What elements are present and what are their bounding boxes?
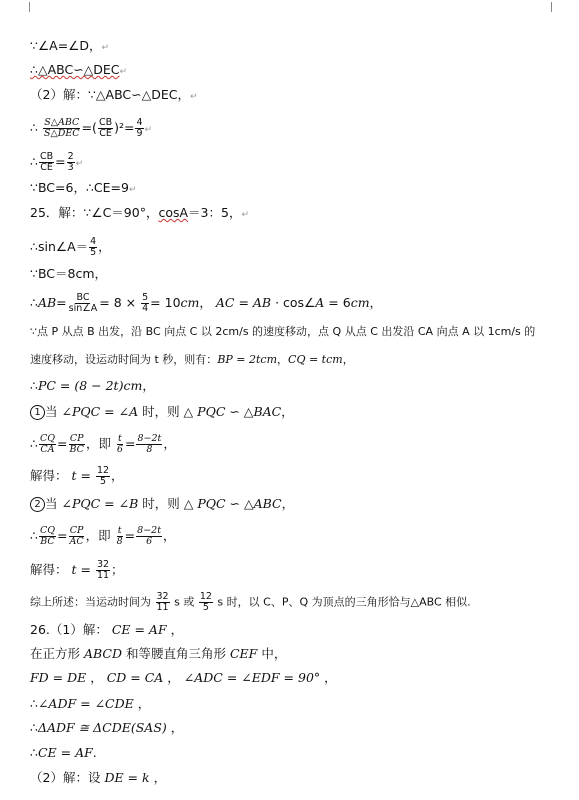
denominator: S△DEC — [43, 128, 80, 139]
text: . — [92, 745, 97, 760]
paragraph-mark-icon: ↵ — [128, 185, 137, 195]
math: PC = (8 − 2t)cm — [37, 378, 143, 393]
text: ∴ — [30, 154, 38, 169]
paragraph-mark-icon: ↵ — [241, 210, 249, 220]
numerator: 8−2t — [137, 433, 162, 444]
math: CE = AF — [111, 622, 167, 637]
numerator: 12 — [199, 591, 212, 602]
numerator: 4 — [136, 117, 143, 128]
text: ， — [199, 295, 216, 310]
text: ， — [163, 528, 176, 543]
denominator: 5 — [99, 476, 106, 487]
text: ， — [369, 295, 383, 310]
text: 时，则 △ — [138, 404, 198, 419]
text: = — [55, 154, 66, 169]
text: ＝3：5， — [188, 205, 242, 220]
denominator: 8 — [116, 536, 123, 547]
text: ∴ — [30, 528, 38, 543]
text: ∽ △ — [225, 404, 254, 419]
line-4 — [30, 118, 152, 139]
line-6 — [30, 180, 137, 198]
line-3 — [30, 87, 198, 105]
math: PQC — [197, 404, 226, 419]
text: ， — [142, 378, 155, 393]
math: BP = 2tcm — [217, 353, 278, 366]
line-2 — [30, 62, 127, 80]
fraction — [98, 118, 113, 139]
fraction — [39, 152, 54, 173]
fraction — [69, 434, 85, 455]
text: = — [56, 295, 67, 310]
denominator: 6 — [116, 444, 123, 455]
text: ∴ — [30, 720, 38, 735]
line-16 — [30, 466, 124, 487]
denominator: AC — [69, 536, 84, 547]
fraction — [43, 118, 81, 139]
denominator: CE — [40, 162, 53, 173]
text: （2）解：设 — [30, 770, 105, 785]
denominator: sin∠A — [68, 303, 98, 314]
line-26 — [30, 745, 97, 761]
text: ∽ △ — [225, 496, 254, 511]
fraction — [136, 526, 162, 547]
denominator: CE — [99, 128, 112, 139]
numerator: CP — [69, 433, 84, 444]
fraction — [135, 118, 143, 139]
text: ， — [166, 720, 184, 735]
text: = — [57, 436, 68, 451]
math: ∠PQC = ∠B — [61, 496, 139, 511]
text: · cos∠ — [271, 295, 316, 310]
text: ， — [149, 770, 167, 785]
math: CD = CA — [106, 670, 164, 685]
math: BAC — [253, 404, 282, 419]
denominator: 6 — [146, 536, 153, 547]
math: CEF — [229, 646, 258, 661]
paragraph-mark-icon: ↵ — [190, 92, 198, 102]
denominator: BC — [69, 444, 84, 455]
circled-number: 1 — [30, 405, 45, 420]
page-corner-mark-top-left — [29, 2, 36, 12]
paragraph-mark-icon: ↵ — [144, 125, 153, 135]
text: = — [124, 528, 136, 543]
text: ，即 — [85, 436, 115, 451]
math: AB — [252, 295, 272, 310]
math: FD = DE — [30, 670, 87, 685]
text: = 8 × — [99, 295, 141, 310]
line-19 — [30, 560, 124, 581]
text: ∵BC＝8cm， — [30, 266, 108, 281]
numerator: t — [117, 525, 122, 536]
circled-number: 2 — [30, 497, 45, 512]
line-18 — [30, 526, 176, 547]
paragraph-mark-icon: ↵ — [101, 43, 110, 53]
line-5 — [30, 152, 83, 173]
text: s 时，以 C、P、Q 为顶点的三角形恰与△ABC 相似. — [213, 595, 471, 609]
line-9 — [30, 266, 107, 282]
math: t — [71, 562, 77, 577]
text: ， — [277, 353, 289, 366]
text: 当 — [45, 496, 62, 511]
text: = — [234, 295, 253, 310]
numerator: 4 — [90, 236, 97, 247]
text: )²= — [114, 120, 135, 135]
math: ∠ADC = ∠EDF = 90° — [183, 670, 321, 685]
denominator: 5 — [202, 602, 209, 613]
math: ABC — [253, 496, 282, 511]
line-24 — [30, 696, 150, 712]
line-10 — [30, 293, 382, 314]
page-corner-mark-top-right — [545, 2, 552, 12]
fraction — [96, 560, 110, 581]
numerator: CP — [69, 525, 84, 536]
math: ∠PQC = ∠A — [61, 404, 139, 419]
paragraph-mark-icon: ↵ — [119, 67, 128, 77]
text: = 6 — [324, 295, 351, 310]
text: s 或 — [170, 595, 198, 609]
line-21 — [30, 622, 183, 638]
text: ， — [111, 468, 124, 483]
numerator: CQ — [39, 433, 56, 444]
text: = — [57, 528, 68, 543]
math: AC — [215, 295, 235, 310]
line-13 — [30, 378, 155, 394]
text: 和等腰直角三角形 — [122, 646, 230, 661]
text: ∵∠A=∠D， — [30, 38, 102, 53]
paragraph-mark-icon: ↵ — [75, 159, 84, 169]
math: PQC — [197, 496, 226, 511]
denominator: 11 — [96, 570, 110, 581]
numerator: 32 — [156, 591, 169, 602]
text: ∴ — [30, 378, 38, 393]
text: ∴sin∠A＝ — [30, 239, 89, 254]
denominator: 5 — [90, 247, 97, 258]
text: = — [124, 436, 136, 451]
text: = — [76, 468, 95, 483]
line-17 — [30, 496, 294, 512]
text: ∴ — [30, 745, 38, 760]
denominator: 4 — [142, 303, 149, 314]
denominator: 8 — [146, 444, 153, 455]
numerator: S△ABC — [44, 117, 80, 128]
text: （2）解：∵△ABC∽△DEC， — [30, 87, 190, 102]
text: ， — [281, 496, 295, 511]
line-27 — [30, 770, 166, 786]
text: =( — [81, 120, 97, 135]
text: ∴ — [30, 436, 38, 451]
text: ， — [320, 670, 337, 685]
fraction — [199, 592, 213, 613]
numerator: 32 — [96, 559, 110, 570]
fraction — [96, 466, 110, 487]
text: ， — [281, 404, 294, 419]
numerator: CB — [98, 117, 113, 128]
math: ∠ADF = ∠CDE — [37, 696, 134, 711]
math: ABCD — [83, 646, 123, 661]
text: cosA — [158, 205, 189, 220]
text: ∴ — [30, 696, 38, 711]
line-22 — [30, 646, 286, 662]
fraction — [89, 237, 97, 258]
fraction — [141, 293, 149, 314]
denominator: CA — [40, 444, 55, 455]
math: CQ = tcm — [288, 353, 343, 366]
math: CE = AF — [37, 745, 93, 760]
fraction — [39, 434, 56, 455]
line-8 — [30, 237, 111, 258]
text: ∴△ABC∽△DEC — [30, 62, 120, 77]
text: 解得： — [30, 468, 72, 483]
text: ∵点 P 从点 B 出发，沿 BC 向点 C 以 2cm/s 的速度移动，点 Q 从点 C 出发沿 CA 向点 A 以 1cm/s 的 — [30, 325, 536, 338]
text: ， — [86, 670, 107, 685]
text: 26.（1）解： — [30, 622, 112, 637]
fraction — [116, 526, 124, 547]
text: ， — [163, 436, 176, 451]
text: 在正方形 — [30, 646, 84, 661]
math: A — [315, 295, 325, 310]
line-11 — [30, 324, 535, 340]
text: = — [76, 562, 95, 577]
math: AB — [37, 295, 57, 310]
fraction — [39, 526, 56, 547]
line-23 — [30, 670, 337, 686]
text: 中， — [257, 646, 287, 661]
text: 时，则 △ — [138, 496, 198, 511]
line-15 — [30, 434, 176, 455]
text: 25．解：∵∠C＝90°， — [30, 205, 159, 220]
denominator: 11 — [156, 602, 169, 613]
denominator: BC — [40, 536, 55, 547]
text: ， — [342, 353, 354, 366]
line-7 — [30, 205, 249, 223]
math: cm — [350, 295, 370, 310]
line-25 — [30, 720, 183, 736]
text: ， — [133, 696, 151, 711]
fraction — [69, 526, 85, 547]
line-1 — [30, 38, 109, 56]
denominator: 3 — [67, 162, 74, 173]
denominator: 9 — [136, 128, 143, 139]
numerator: 12 — [96, 465, 110, 476]
fraction — [136, 434, 162, 455]
text: ； — [111, 562, 124, 577]
numerator: 2 — [67, 151, 74, 162]
text: ， — [166, 622, 184, 637]
numerator: t — [118, 433, 122, 444]
numerator: BC — [76, 292, 90, 303]
text: 综上所述：当运动时间为 — [30, 595, 155, 609]
text: 速度移动，设运动时间为 t 秒，则有： — [30, 353, 218, 366]
math: t — [71, 468, 77, 483]
text: ，即 — [85, 528, 115, 543]
math: cm — [180, 295, 200, 310]
fraction — [68, 293, 99, 314]
text: ， — [163, 670, 184, 685]
text: ∵BC=6，∴CE=9 — [30, 180, 129, 195]
text: ∴ — [30, 120, 38, 135]
text: 当 — [45, 404, 62, 419]
line-20 — [30, 592, 471, 613]
numerator: CB — [39, 151, 54, 162]
fraction — [67, 152, 75, 173]
text: ， — [98, 239, 111, 254]
numerator: CQ — [39, 525, 56, 536]
math: ΔADF ≅ ΔCDE(SAS) — [37, 720, 167, 735]
line-14 — [30, 404, 294, 420]
line-12 — [30, 352, 354, 368]
fraction — [116, 434, 124, 455]
text: 解得： — [30, 562, 72, 577]
fraction — [156, 592, 170, 613]
numerator: 5 — [142, 292, 149, 303]
math: DE = k — [104, 770, 150, 785]
text: ∴ — [30, 295, 38, 310]
text: = 10 — [150, 295, 181, 310]
numerator: 8−2t — [137, 525, 162, 536]
